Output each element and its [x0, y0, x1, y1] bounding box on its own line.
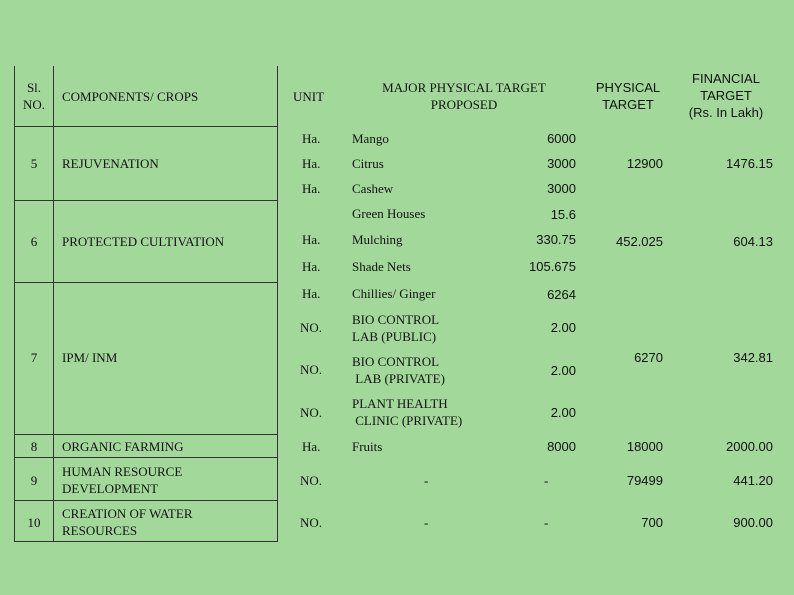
column-divider	[277, 66, 278, 542]
item-crop: -	[424, 473, 429, 488]
item-crop: Citrus	[352, 156, 384, 171]
financial-target-value: 441.20	[733, 473, 773, 488]
header-financial-target: FINANCIAL TARGET (Rs. In Lakh)	[688, 71, 764, 120]
row-number: 5	[30, 156, 38, 171]
financial-target-value: 900.00	[733, 515, 773, 530]
item-target: -	[544, 515, 549, 530]
row-divider	[14, 200, 278, 201]
item-unit: Ha.	[302, 156, 321, 171]
item-target: 3000	[547, 181, 576, 196]
row-number: 6	[30, 234, 38, 249]
item-unit: NO.	[300, 320, 323, 335]
item-unit: Ha.	[302, 259, 321, 274]
physical-target-value: 700	[641, 515, 663, 530]
header-major-target: MAJOR PHYSICAL TARGET PROPOSED	[382, 80, 546, 112]
item-unit: NO.	[300, 515, 323, 530]
header-components: COMPONENTS/ CROPS	[62, 89, 199, 104]
financial-target-value: 604.13	[733, 234, 773, 249]
column-divider	[53, 66, 54, 542]
item-unit: NO.	[300, 473, 323, 488]
physical-target-value: 452.025	[616, 234, 663, 249]
row-number: 7	[30, 350, 38, 365]
table-border-bottom	[14, 541, 278, 542]
physical-target-value: 6270	[634, 350, 663, 365]
item-crop: BIO CONTROL LAB (PRIVATE)	[352, 354, 445, 386]
item-target: 6000	[547, 131, 576, 146]
physical-target-value: 18000	[626, 439, 663, 454]
physical-target-value: 79499	[626, 473, 663, 488]
item-crop: Mulching	[352, 232, 403, 247]
header-bottom-border	[14, 126, 278, 127]
item-unit: Ha.	[302, 181, 321, 196]
component-name: REJUVENATION	[62, 156, 159, 171]
row-number: 9	[30, 473, 38, 488]
item-target: 6264	[547, 287, 576, 302]
item-target: 3000	[547, 156, 576, 171]
item-target: 2.00	[550, 405, 576, 420]
item-crop: BIO CONTROL LAB (PUBLIC)	[352, 312, 440, 344]
header-unit: UNIT	[293, 89, 325, 104]
table-border-left	[14, 66, 15, 542]
component-name: ORGANIC FARMING	[62, 439, 184, 454]
item-crop: Green Houses	[352, 206, 426, 221]
item-crop: Chillies/ Ginger	[352, 286, 436, 301]
row-number: 10	[27, 515, 41, 530]
component-name: PROTECTED CULTIVATION	[62, 234, 225, 249]
item-crop: Fruits	[352, 439, 383, 454]
item-target: 105.675	[529, 259, 576, 274]
item-target: -	[544, 473, 549, 488]
financial-target-value: 1476.15	[726, 156, 773, 171]
item-crop: -	[424, 515, 429, 530]
header-sl-no: Sl. NO.	[22, 80, 46, 112]
component-name: IPM/ INM	[62, 350, 118, 365]
item-target: 330.75	[536, 232, 576, 247]
item-crop: Shade Nets	[352, 259, 411, 274]
item-crop: Cashew	[352, 181, 394, 196]
item-unit: Ha.	[302, 131, 321, 146]
item-unit: NO.	[300, 405, 323, 420]
header-physical-target: PHYSICAL TARGET	[595, 80, 661, 112]
row-divider	[14, 500, 278, 501]
item-unit: Ha.	[302, 439, 321, 454]
item-target: 8000	[547, 439, 576, 454]
item-crop: PLANT HEALTH CLINIC (PRIVATE)	[352, 396, 463, 428]
item-crop: Mango	[352, 131, 389, 146]
component-name: CREATION OF WATER RESOURCES	[62, 506, 193, 538]
row-divider	[14, 434, 278, 435]
component-name: HUMAN RESOURCE DEVELOPMENT	[62, 464, 183, 496]
item-target: 2.00	[550, 320, 576, 335]
physical-target-value: 12900	[626, 156, 663, 171]
item-unit: Ha.	[302, 286, 321, 301]
financial-target-value: 342.81	[733, 350, 773, 365]
row-divider	[14, 457, 278, 458]
row-divider	[14, 282, 278, 283]
item-unit: Ha.	[302, 232, 321, 247]
financial-target-value: 2000.00	[726, 439, 773, 454]
item-target: 2.00	[550, 363, 576, 378]
item-target: 15.6	[550, 207, 576, 222]
item-unit: NO.	[300, 362, 323, 377]
row-number: 8	[30, 439, 38, 454]
